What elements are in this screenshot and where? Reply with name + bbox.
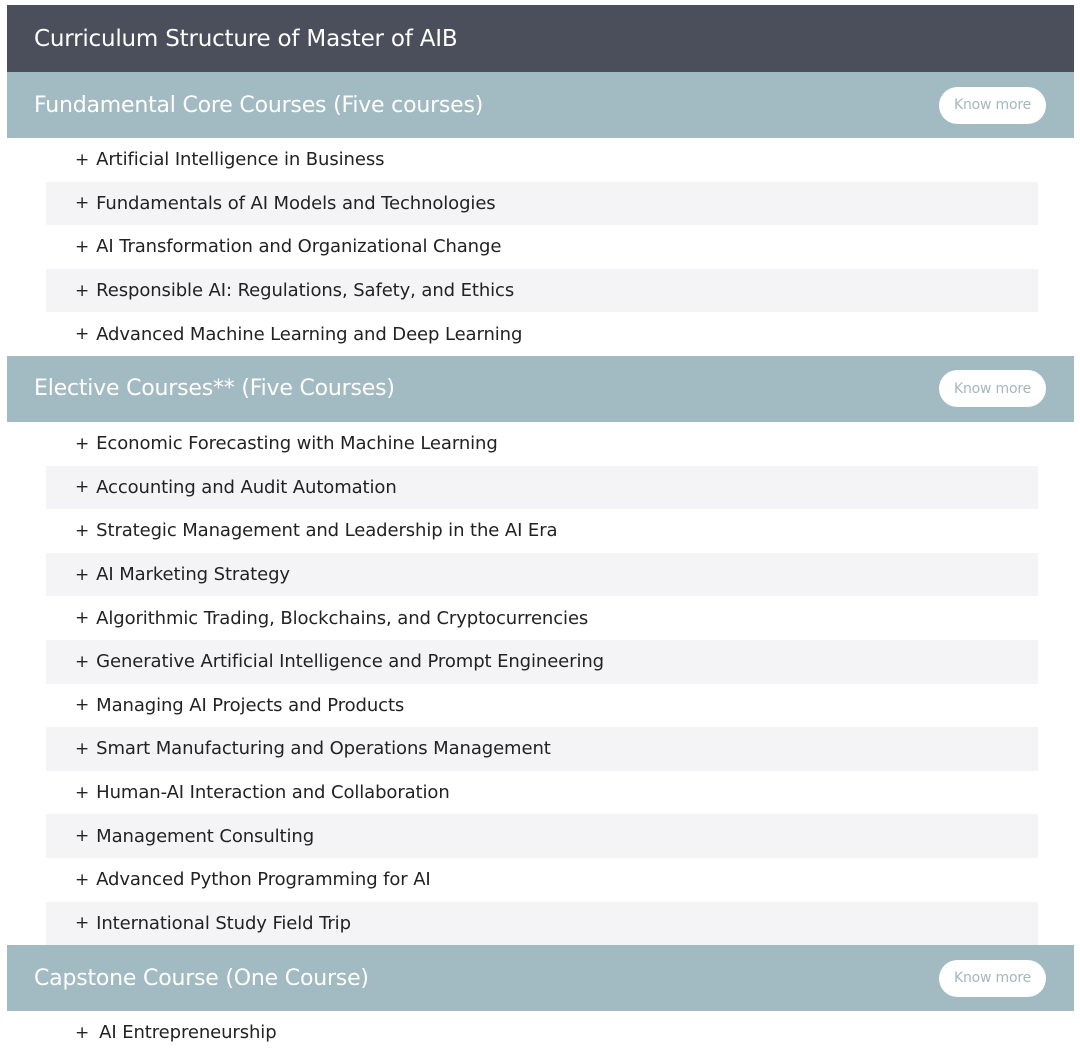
course-label: AI Entrepreneurship: [99, 1022, 277, 1044]
plus-icon: +: [75, 520, 90, 541]
curriculum-panel: [7, 5, 1074, 1055]
course-label: Economic Forecasting with Machine Learning: [96, 433, 498, 455]
section-title: Elective Courses** (Five Courses): [34, 376, 395, 402]
know-more-button[interactable]: Know more: [939, 960, 1046, 997]
course-label: AI Transformation and Organizational Change: [96, 236, 502, 258]
course-label: Human-AI Interaction and Collaboration: [96, 782, 450, 804]
plus-icon: +: [75, 236, 90, 257]
plus-icon: +: [75, 869, 90, 890]
section-title: Capstone Course (One Course): [34, 965, 369, 991]
course-label: Managing AI Projects and Products: [96, 694, 405, 716]
course-item[interactable]: [46, 727, 1038, 771]
course-item[interactable]: [46, 640, 1038, 684]
plus-icon: +: [75, 651, 90, 672]
course-item[interactable]: [46, 1011, 1038, 1055]
course-list-capstone: [7, 1011, 1074, 1055]
plus-icon: +: [75, 1022, 90, 1043]
know-more-button[interactable]: Know more: [939, 87, 1046, 124]
section-header-capstone: [7, 945, 1074, 1011]
course-label: Algorithmic Trading, Blockchains, and Cryptocurrencies: [96, 607, 589, 629]
plus-icon: +: [75, 149, 90, 170]
course-item[interactable]: [46, 553, 1038, 597]
course-label: Fundamentals of AI Models and Technologies: [96, 192, 496, 214]
course-item[interactable]: [46, 509, 1038, 553]
plus-icon: +: [75, 782, 90, 803]
course-list-elective: [7, 422, 1074, 945]
course-item[interactable]: [46, 684, 1038, 728]
course-label: Management Consulting: [96, 825, 315, 847]
course-item[interactable]: [46, 858, 1038, 902]
course-item[interactable]: [46, 466, 1038, 510]
course-item[interactable]: [46, 596, 1038, 640]
course-item[interactable]: [46, 182, 1038, 226]
plus-icon: +: [75, 324, 90, 345]
course-label: Strategic Management and Leadership in the AI Era: [96, 520, 558, 542]
section-header-core: [7, 72, 1074, 138]
course-label: Artificial Intelligence in Business: [96, 149, 385, 171]
plus-icon: +: [75, 608, 90, 629]
section-header-elective: [7, 356, 1074, 422]
course-label: International Study Field Trip: [96, 912, 351, 934]
course-item[interactable]: [46, 814, 1038, 858]
plus-icon: +: [75, 913, 90, 934]
course-item[interactable]: [46, 422, 1038, 466]
course-label: Generative Artificial Intelligence and Prompt Engineering: [96, 651, 604, 673]
plus-icon: +: [75, 477, 90, 498]
course-item[interactable]: [46, 225, 1038, 269]
course-item[interactable]: [46, 269, 1038, 313]
plus-icon: +: [75, 433, 90, 454]
course-item[interactable]: [46, 312, 1038, 356]
course-label: Advanced Python Programming for AI: [96, 869, 431, 891]
course-label: Advanced Machine Learning and Deep Learning: [96, 323, 523, 345]
course-label: Responsible AI: Regulations, Safety, and Ethics: [96, 280, 515, 302]
course-label: Accounting and Audit Automation: [96, 476, 397, 498]
know-more-button[interactable]: Know more: [939, 370, 1046, 407]
course-item[interactable]: [46, 771, 1038, 815]
plus-icon: +: [75, 695, 90, 716]
plus-icon: +: [75, 280, 90, 301]
plus-icon: +: [75, 826, 90, 847]
course-item[interactable]: [46, 902, 1038, 946]
plus-icon: +: [75, 564, 90, 585]
course-list-core: [7, 138, 1074, 356]
section-title: Fundamental Core Courses (Five courses): [34, 92, 484, 118]
course-label: AI Marketing Strategy: [96, 564, 290, 586]
plus-icon: +: [75, 193, 90, 214]
course-label: Smart Manufacturing and Operations Management: [96, 738, 551, 760]
course-item[interactable]: [46, 138, 1038, 182]
plus-icon: +: [75, 738, 90, 759]
page-title: Curriculum Structure of Master of AIB: [7, 5, 1074, 72]
